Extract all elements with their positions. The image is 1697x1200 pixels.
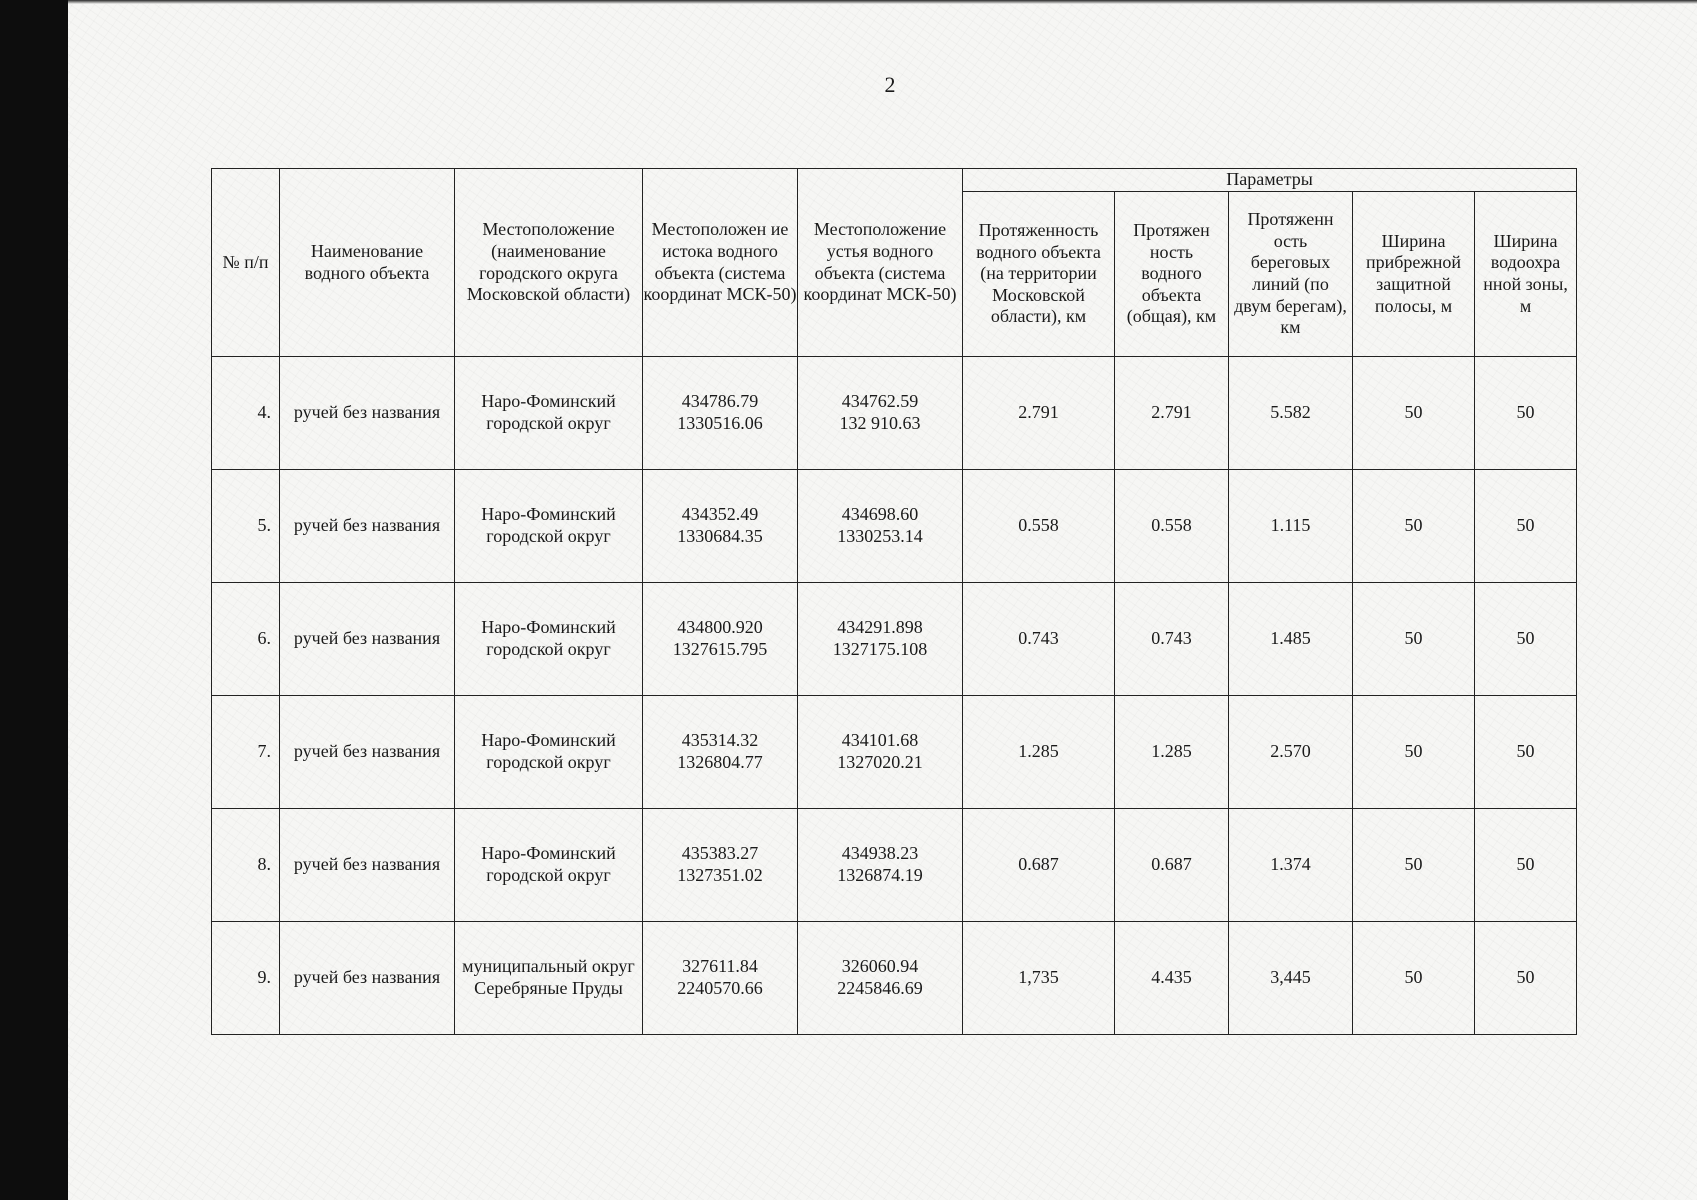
cell-coastal-strip: 50 (1353, 922, 1475, 1035)
source-y: 1326804.77 (677, 752, 763, 772)
header-length-total: Протяжен ность водного объекта (общая), км (1115, 192, 1229, 357)
source-x: 435383.27 (681, 843, 759, 864)
source-x: 434800.920 (677, 617, 763, 638)
cell-num: 5. (212, 470, 280, 583)
cell-num: 7. (212, 696, 280, 809)
cell-shoreline: 1.115 (1229, 470, 1353, 583)
cell-mouth (798, 809, 963, 922)
source-x: 327611.84 (682, 956, 758, 977)
cell-length-region: 1.285 (963, 696, 1115, 809)
source-x: 434352.49 (681, 504, 759, 525)
cell-length-region: 0.687 (963, 809, 1115, 922)
header-mouth: Местоположение устья водного объекта (система координат МСК-50) (798, 169, 963, 357)
cell-source (643, 922, 798, 1035)
source-x: 434786.79 (681, 391, 759, 412)
cell-name: ручей без названия (280, 922, 455, 1035)
mouth-x: 434938.23 (841, 843, 919, 864)
mouth-x: 434291.898 (837, 617, 923, 638)
source-y: 1327615.795 (672, 639, 768, 659)
cell-protection-zone: 50 (1475, 357, 1577, 470)
cell-length-region: 2.791 (963, 357, 1115, 470)
cell-coastal-strip: 50 (1353, 357, 1475, 470)
mouth-x: 434762.59 (841, 391, 919, 412)
cell-length-total: 0.687 (1115, 809, 1229, 922)
cell-num: 8. (212, 809, 280, 922)
cell-location: муниципальный округ Серебряные Пруды (455, 922, 643, 1035)
cell-shoreline: 1.485 (1229, 583, 1353, 696)
mouth-x: 434101.68 (841, 730, 919, 751)
cell-length-region: 0.558 (963, 470, 1115, 583)
cell-mouth (798, 696, 963, 809)
cell-mouth (798, 922, 963, 1035)
cell-num: 6. (212, 583, 280, 696)
header-length-region: Протяженность водного объекта (на территории Московской области), км (963, 192, 1115, 357)
cell-source (643, 583, 798, 696)
header-location: Местоположение (наименование городского округа Московской области) (455, 169, 643, 357)
cell-protection-zone: 50 (1475, 809, 1577, 922)
cell-name: ручей без названия (280, 809, 455, 922)
cell-length-region: 1,735 (963, 922, 1115, 1035)
table-row (212, 357, 1577, 470)
cell-protection-zone: 50 (1475, 922, 1577, 1035)
source-y: 1330684.35 (677, 526, 763, 546)
header-protection-zone: Ширина водоохра нной зоны, м (1475, 192, 1577, 357)
source-x: 435314.32 (681, 730, 759, 751)
cell-mouth (798, 470, 963, 583)
scan-top-edge (68, 0, 1697, 4)
mouth-y: 1327020.21 (837, 752, 923, 772)
cell-length-total: 2.791 (1115, 357, 1229, 470)
mouth-y: 2245846.69 (837, 978, 923, 998)
cell-location: Наро-Фоминский городской округ (455, 809, 643, 922)
cell-mouth (798, 583, 963, 696)
cell-shoreline: 5.582 (1229, 357, 1353, 470)
cell-name: ручей без названия (280, 696, 455, 809)
mouth-x: 434698.60 (841, 504, 919, 525)
header-source: Местоположен ие истока водного объекта (система координат МСК-50) (643, 169, 798, 357)
cell-location: Наро-Фоминский городской округ (455, 357, 643, 470)
mouth-y: 1330253.14 (837, 526, 923, 546)
header-parameters: Параметры (963, 169, 1577, 192)
mouth-y: 1326874.19 (837, 865, 923, 885)
cell-protection-zone: 50 (1475, 583, 1577, 696)
cell-source (643, 696, 798, 809)
cell-length-total: 4.435 (1115, 922, 1229, 1035)
cell-length-region: 0.743 (963, 583, 1115, 696)
header-name: Наименование водного объекта (280, 169, 455, 357)
cell-name: ручей без названия (280, 357, 455, 470)
cell-name: ручей без названия (280, 583, 455, 696)
cell-location: Наро-Фоминский городской округ (455, 583, 643, 696)
cell-length-total: 0.558 (1115, 470, 1229, 583)
cell-mouth (798, 357, 963, 470)
cell-shoreline: 1.374 (1229, 809, 1353, 922)
cell-protection-zone: 50 (1475, 696, 1577, 809)
cell-location: Наро-Фоминский городской округ (455, 470, 643, 583)
cell-coastal-strip: 50 (1353, 696, 1475, 809)
cell-protection-zone: 50 (1475, 470, 1577, 583)
source-y: 2240570.66 (677, 978, 763, 998)
header-shoreline: Протяженн ость береговых линий (по двум берегам), км (1229, 192, 1353, 357)
table-row (212, 696, 1577, 809)
cell-num: 9. (212, 922, 280, 1035)
table-row (212, 470, 1577, 583)
source-y: 1327351.02 (677, 865, 763, 885)
cell-name: ручей без названия (280, 470, 455, 583)
cell-source (643, 809, 798, 922)
table-row (212, 922, 1577, 1035)
mouth-y: 132 910.63 (839, 413, 921, 433)
mouth-y: 1327175.108 (832, 639, 928, 659)
table-row (212, 809, 1577, 922)
header-coastal-strip: Ширина прибрежной защитной полосы, м (1353, 192, 1475, 357)
cell-coastal-strip: 50 (1353, 470, 1475, 583)
cell-source (643, 470, 798, 583)
mouth-x: 326060.94 (841, 956, 919, 977)
source-y: 1330516.06 (677, 413, 763, 433)
cell-shoreline: 2.570 (1229, 696, 1353, 809)
scan-dark-edge (0, 0, 68, 1200)
cell-length-total: 1.285 (1115, 696, 1229, 809)
water-objects-table (211, 168, 1577, 1035)
cell-location: Наро-Фоминский городской округ (455, 696, 643, 809)
page-number: 2 (884, 72, 896, 97)
cell-shoreline: 3,445 (1229, 922, 1353, 1035)
header-num: № п/п (212, 169, 280, 357)
cell-source (643, 357, 798, 470)
table-row (212, 583, 1577, 696)
cell-coastal-strip: 50 (1353, 809, 1475, 922)
cell-coastal-strip: 50 (1353, 583, 1475, 696)
cell-num: 4. (212, 357, 280, 470)
cell-length-total: 0.743 (1115, 583, 1229, 696)
